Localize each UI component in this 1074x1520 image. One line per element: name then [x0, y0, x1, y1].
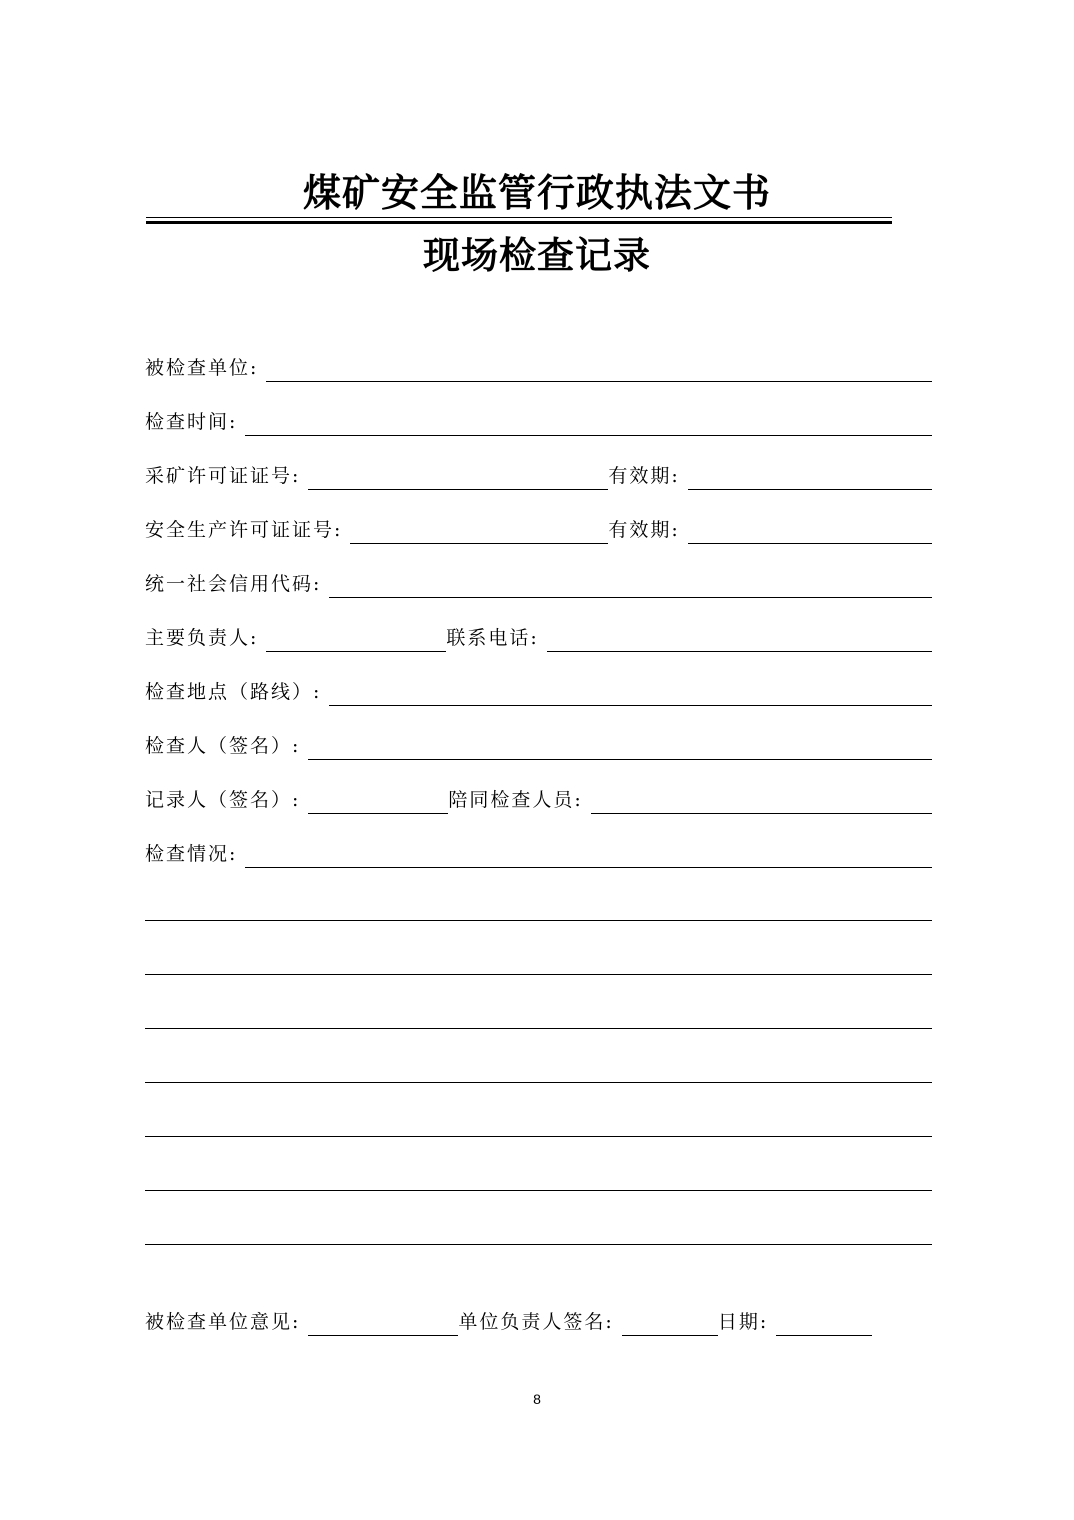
location-label: 检查地点（路线）:	[145, 681, 322, 703]
safety-license-validity-field[interactable]	[688, 517, 932, 544]
inspection-time-label: 检查时间:	[145, 411, 238, 433]
org-title: 煤矿安全监管行政执法文书	[302, 171, 771, 215]
safety-license-label: 安全生产许可证证号:	[145, 519, 343, 541]
doc-title: 现场检查记录	[423, 234, 651, 277]
date-label: 日期:	[717, 1311, 769, 1333]
situation-blank-line[interactable]	[145, 974, 932, 975]
accompanying-staff-label: 陪同检查人员:	[448, 789, 583, 811]
credit-code-label: 统一社会信用代码:	[145, 573, 322, 595]
credit-code-field[interactable]	[329, 571, 932, 598]
page-number: 8	[533, 1391, 541, 1407]
principal-label: 主要负责人:	[145, 627, 259, 649]
situation-blank-line[interactable]	[145, 1028, 932, 1029]
validity-label: 有效期:	[608, 519, 680, 541]
inspection-time-field[interactable]	[245, 409, 932, 436]
situation-blank-line[interactable]	[145, 920, 932, 921]
situation-blank-line[interactable]	[145, 1136, 932, 1137]
field-row-principal	[145, 622, 932, 652]
situation-blank-line[interactable]	[145, 1244, 932, 1245]
unit-head-sign-field[interactable]	[622, 1309, 718, 1336]
recorder-sign-field[interactable]	[308, 787, 448, 814]
mining-license-field[interactable]	[308, 463, 608, 490]
inspected-unit-field[interactable]	[266, 355, 932, 382]
inspector-sign-field[interactable]	[308, 733, 932, 760]
field-row-inspection-time	[145, 406, 932, 436]
field-row-mining-license	[145, 460, 932, 490]
inspected-unit-label: 被检查单位:	[145, 357, 259, 379]
contact-phone-field[interactable]	[547, 625, 932, 652]
situation-blank-line[interactable]	[145, 1190, 932, 1191]
principal-field[interactable]	[266, 625, 446, 652]
date-field[interactable]	[776, 1309, 872, 1336]
situation-blank-line[interactable]	[145, 1082, 932, 1083]
field-row-inspected-unit	[145, 352, 932, 382]
unit-opinion-field[interactable]	[308, 1309, 458, 1336]
recorder-label: 记录人（签名）:	[145, 789, 301, 811]
inspector-label: 检查人（签名）:	[145, 735, 301, 757]
unit-head-sign-label: 单位负责人签名:	[458, 1311, 614, 1333]
location-field[interactable]	[329, 679, 932, 706]
situation-field[interactable]	[245, 841, 932, 868]
header-divider-thin	[146, 217, 892, 218]
field-row-footer	[145, 1306, 905, 1336]
safety-license-field[interactable]	[350, 517, 608, 544]
field-row-recorder	[145, 784, 932, 814]
field-row-credit-code	[145, 568, 932, 598]
mining-license-label: 采矿许可证证号:	[145, 465, 301, 487]
field-row-safety-license	[145, 514, 932, 544]
header-divider-thick	[146, 221, 892, 224]
field-row-situation	[145, 838, 932, 868]
field-row-inspector	[145, 730, 932, 760]
situation-label: 检查情况:	[145, 843, 238, 865]
contact-phone-label: 联系电话:	[446, 627, 539, 649]
validity-label: 有效期:	[608, 465, 680, 487]
mining-license-validity-field[interactable]	[688, 463, 932, 490]
accompanying-staff-field[interactable]	[591, 787, 932, 814]
unit-opinion-label: 被检查单位意见:	[145, 1311, 301, 1333]
field-row-location	[145, 676, 932, 706]
